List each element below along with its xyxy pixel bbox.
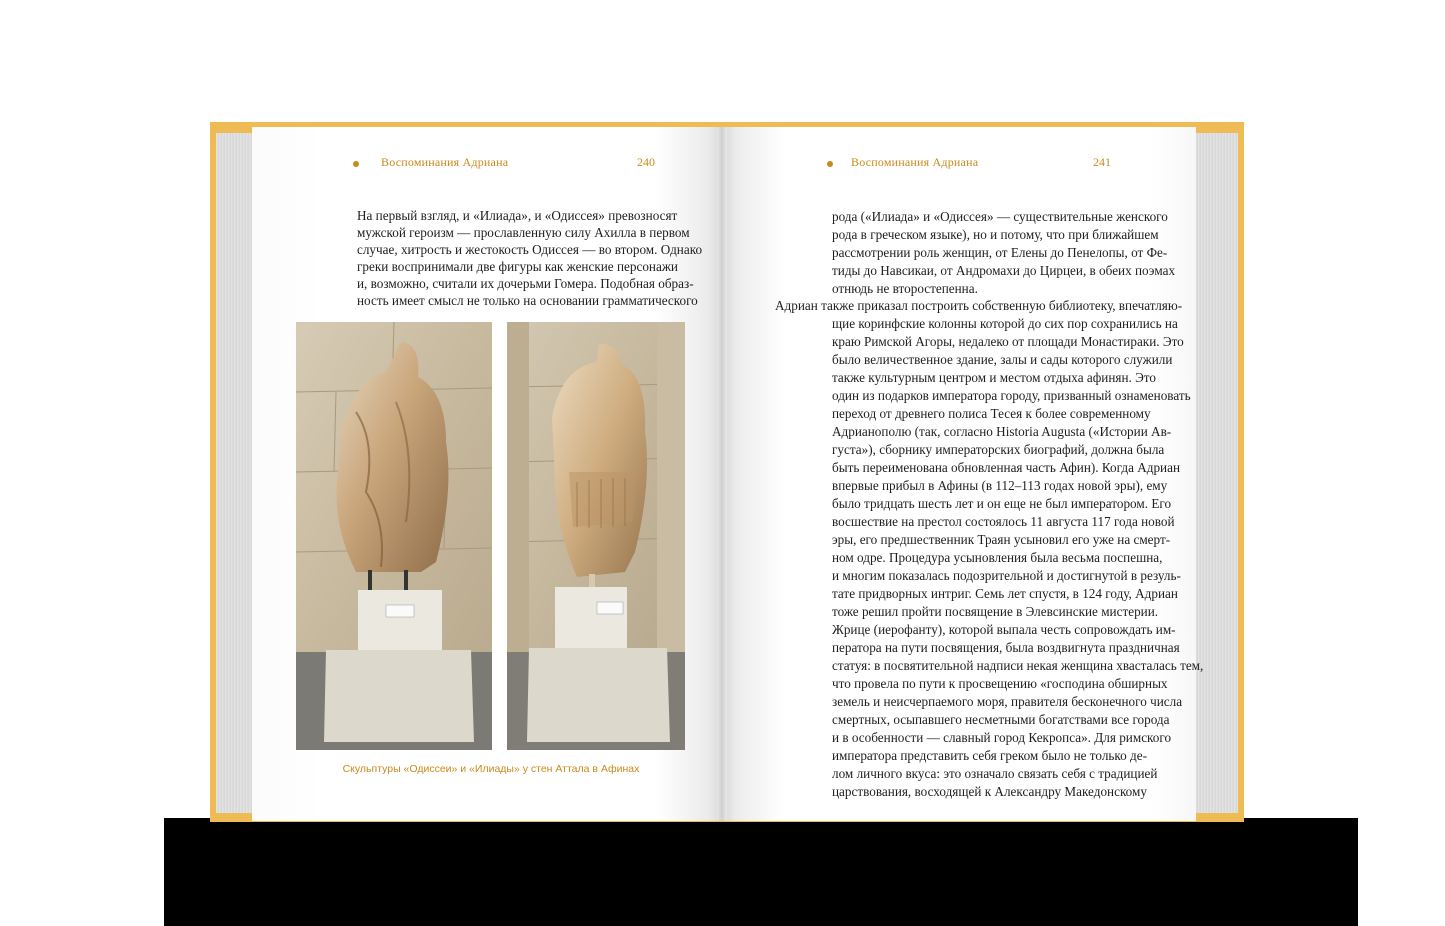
- text-line: тоже решил пройти посвящение в Элевсинские мистерии.: [832, 604, 1159, 619]
- text-line: ность имеет смысл не только на основании грамматического: [357, 293, 698, 308]
- text-line: ператора на пути посвящения, была воздвигнута праздничная: [832, 640, 1180, 655]
- text-line: быть переименована обновленная часть Афин). Когда Адриан: [832, 460, 1181, 475]
- text-line: Жрице (иерофанту), которой выпала честь сопровождать им-: [832, 622, 1176, 637]
- text-line: краю Римской Агоры, недалеко от площади Монастираки. Это: [832, 334, 1184, 349]
- text-line: ном одре. Процедура усыновления была весьма поспешна,: [832, 550, 1163, 565]
- text-line: также культурным центром и местом отдыха афинян. Это: [832, 370, 1156, 385]
- text-line: отнюдь не второстепенна.: [832, 281, 978, 296]
- text-line: и, возможно, считали их дочерьми Гомера. Подобная образ-: [357, 276, 694, 291]
- text-line: рассмотрении роль женщин, от Елены до Пенелопы, от Фе-: [832, 245, 1168, 260]
- running-title-right: Воспоминания Адриана: [851, 155, 979, 169]
- text-line: рода («Илиада» и «Одиссея» — существительные женского: [832, 209, 1168, 224]
- text-line: было величественное здание, залы и сады которого служили: [832, 352, 1173, 367]
- text-line: тате придворных интриг. Семь лет спустя, в 124 году, Адриан: [832, 586, 1178, 601]
- text-line: эры, его предшественник Траян усыновил его уже на смерт-: [832, 532, 1171, 547]
- figure-caption: Скульптуры «Одиссеи» и «Илиады» у стен Аттала в Афинах: [342, 763, 640, 775]
- text-line: статуя: в посвятительной надписи некая женщина хвасталась тем,: [832, 658, 1204, 673]
- text-line: Адриан также приказал построить собственную библиотеку, впечатляю-: [775, 298, 1183, 313]
- text-line: мужской героизм — прославленную силу Ахилла в первом: [357, 225, 690, 240]
- text-line: императора представить себя греком было не только де-: [832, 748, 1147, 763]
- running-title-left: Воспоминания Адриана: [381, 155, 509, 169]
- page-number-right: 241: [1093, 155, 1111, 169]
- text-line: тиды до Навсикаи, от Андромахи до Цирцеи, в обеих поэмах: [832, 263, 1176, 278]
- statue-iliad-image: [507, 322, 685, 750]
- text-line: греки воспринимали две фигуры как женские персонажи: [357, 259, 678, 274]
- text-line: смертных, осыпавшего несметными богатствами все города: [832, 712, 1170, 727]
- text-line: царствования, восходящей к Александру Македонскому: [832, 784, 1147, 799]
- text-line: и многим показалась подозрительной и достигнутой в резуль-: [832, 568, 1181, 583]
- text-line: земель и неисчерпаемого моря, правителя бесконечного числа: [832, 694, 1183, 709]
- text-line: восшествие на престол состоялось 11 августа 117 года новой: [832, 514, 1175, 529]
- book-gutter: [717, 127, 727, 821]
- statue-odyssey-image: [296, 322, 492, 750]
- text-line: один из подарков императора городу, призванный ознаменовать: [832, 388, 1191, 403]
- statue-odyssey-photo: [296, 322, 492, 750]
- running-header-bullet-icon: [827, 161, 833, 167]
- running-header-bullet-icon: [353, 161, 359, 167]
- text-line: и в особенности — славный город Кекропса». Для римского: [832, 730, 1172, 745]
- text-line: Адрианополю (так, согласно Historia Augusta («Истории Ав-: [832, 424, 1172, 439]
- text-line: было тридцать шесть лет и он еще не был императором. Его: [832, 496, 1172, 511]
- text-line: переход от древнего полиса Тесея к более современному: [832, 406, 1151, 421]
- text-line: лом личного вкуса: это означало связать себя с традицией: [832, 766, 1158, 781]
- text-line: что провела по пути к просвещению «господина обширных: [832, 676, 1168, 691]
- statue-iliad-photo: [507, 322, 685, 750]
- table-shadow: [164, 818, 1358, 926]
- text-line: На первый взгляд, и «Илиада», и «Одиссея» превозносят: [357, 208, 678, 223]
- text-line: щие коринфские колонны которой до сих пор сохранились на: [832, 316, 1178, 331]
- text-line: густа»), сборнику императорских биографий, должна была: [832, 442, 1165, 457]
- page-number-left: 240: [637, 155, 655, 169]
- text-line: случае, хитрость и жестокость Одиссея — во втором. Однако: [357, 242, 703, 257]
- text-line: впервые прибыл в Афины (в 112–113 годах новой эры), ему: [832, 478, 1168, 493]
- text-line: рода в греческом языке), но и потому, что при ближайшем: [832, 227, 1159, 242]
- page-edges-right: [1192, 133, 1238, 813]
